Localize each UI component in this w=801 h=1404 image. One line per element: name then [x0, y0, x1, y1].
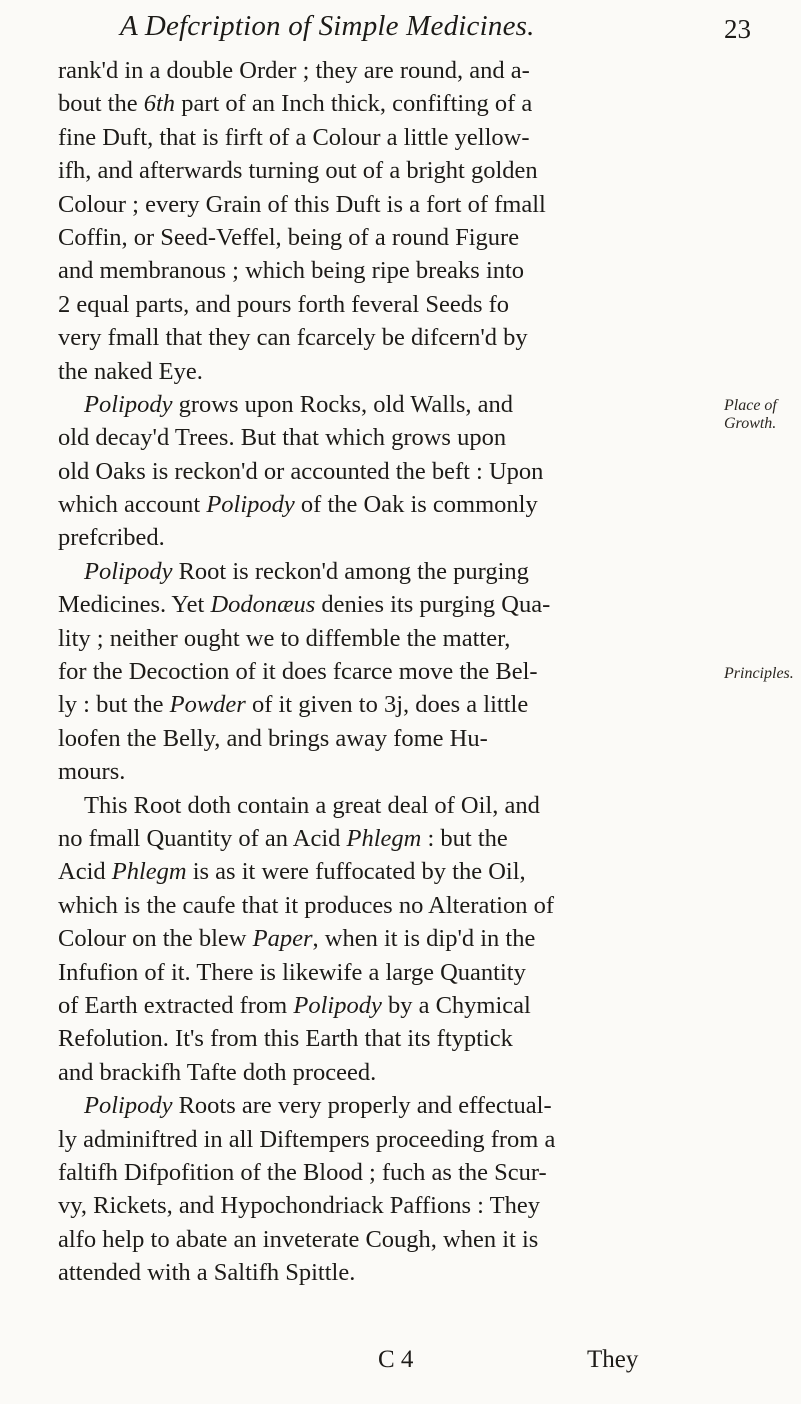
text-line: Medicines. Yet Dodonæus denies its purging Qua- — [58, 591, 551, 619]
text-line: prefcribed. — [58, 524, 165, 552]
margin-note-principles — [724, 665, 794, 683]
text-line: Coffin, or Seed-Veffel, being of a round Figure — [58, 223, 520, 251]
text-line: Polipody Roots are very properly and effectual- — [84, 1092, 552, 1120]
text-line: ly : but the Powder of it given to 3j, does a little — [58, 691, 529, 719]
text-line: rank'd in a double Order ; they are round, and a- — [58, 57, 530, 84]
margin-note-line: Principles. — [724, 665, 794, 682]
text-line: bout the 6th part of an Inch thick, confifting of a — [58, 90, 533, 118]
text-line: and brackifh Tafte doth proceed. — [58, 1058, 377, 1086]
text-line: Colour ; every Grain of this Duft is a fort of fmall — [58, 190, 546, 218]
text-line: 2 equal parts, and pours forth feveral Seeds fo — [58, 290, 510, 318]
text-line: Colour on the blew Paper, when it is dip'd in the — [58, 925, 536, 953]
margin-note-line: Growth. — [724, 415, 777, 432]
text-line: attended with a Saltifh Spittle. — [58, 1259, 356, 1287]
text-line: which is the caufe that it produces no Alteration of — [58, 891, 554, 919]
text-line: loofen the Belly, and brings away fome Hu- — [58, 724, 488, 752]
text-line: Refolution. It's from this Earth that its ftyptick — [58, 1025, 513, 1053]
text-line: faltifh Difpofition of the Blood ; fuch as the Scur- — [58, 1158, 547, 1186]
text-line: no fmall Quantity of an Acid Phlegm : but the — [58, 824, 508, 852]
text-line: mours. — [58, 758, 126, 786]
text-line: lity ; neither ought we to diffemble the matter, — [58, 624, 511, 652]
body-text — [58, 54, 718, 1289]
margin-note-place-of-growth — [724, 397, 777, 433]
catchword: They — [587, 1346, 639, 1373]
text-line: for the Decoction of it does fcarce move the Bel- — [58, 658, 538, 686]
text-line: old Oaks is reckon'd or accounted the beft : Upon — [58, 457, 544, 485]
page-header — [0, 6, 801, 46]
text-line: vy, Rickets, and Hypochondriack Paffions : They — [58, 1192, 540, 1220]
signature-mark: C 4 — [378, 1346, 414, 1373]
text-line: fine Duft, that is firft of a Colour a little yellow- — [58, 123, 530, 151]
text-line: Acid Phlegm is as it were fuffocated by the Oil, — [58, 858, 526, 886]
text-line: This Root doth contain a great deal of Oil, and — [84, 791, 540, 819]
text-line: and membranous ; which being ripe breaks into — [58, 257, 525, 285]
text-line: of Earth extracted from Polipody by a Chymical — [58, 991, 531, 1019]
text-line: Infufion of it. There is likewife a large Quantity — [58, 958, 526, 986]
text-line: alfo help to abate an inveterate Cough, when it is — [58, 1225, 539, 1253]
margin-note-line: Place of — [724, 397, 777, 414]
text-line: which account Polipody of the Oak is commonly — [58, 491, 538, 519]
text-line: the naked Eye. — [58, 357, 203, 385]
text-line: old decay'd Trees. But that which grows upon — [58, 424, 507, 452]
text-line: ifh, and afterwards turning out of a bright golden — [58, 157, 538, 185]
text-line: Polipody Root is reckon'd among the purging — [84, 557, 529, 585]
text-line: Polipody grows upon Rocks, old Walls, and — [84, 390, 514, 418]
running-title: A Defcription of Simple Medicines. — [120, 10, 535, 42]
text-line: very fmall that they can fcarcely be difcern'd by — [58, 324, 528, 352]
text-line: ly adminiftred in all Diftempers proceeding from a — [58, 1125, 556, 1153]
page-number: 23 — [724, 14, 751, 44]
